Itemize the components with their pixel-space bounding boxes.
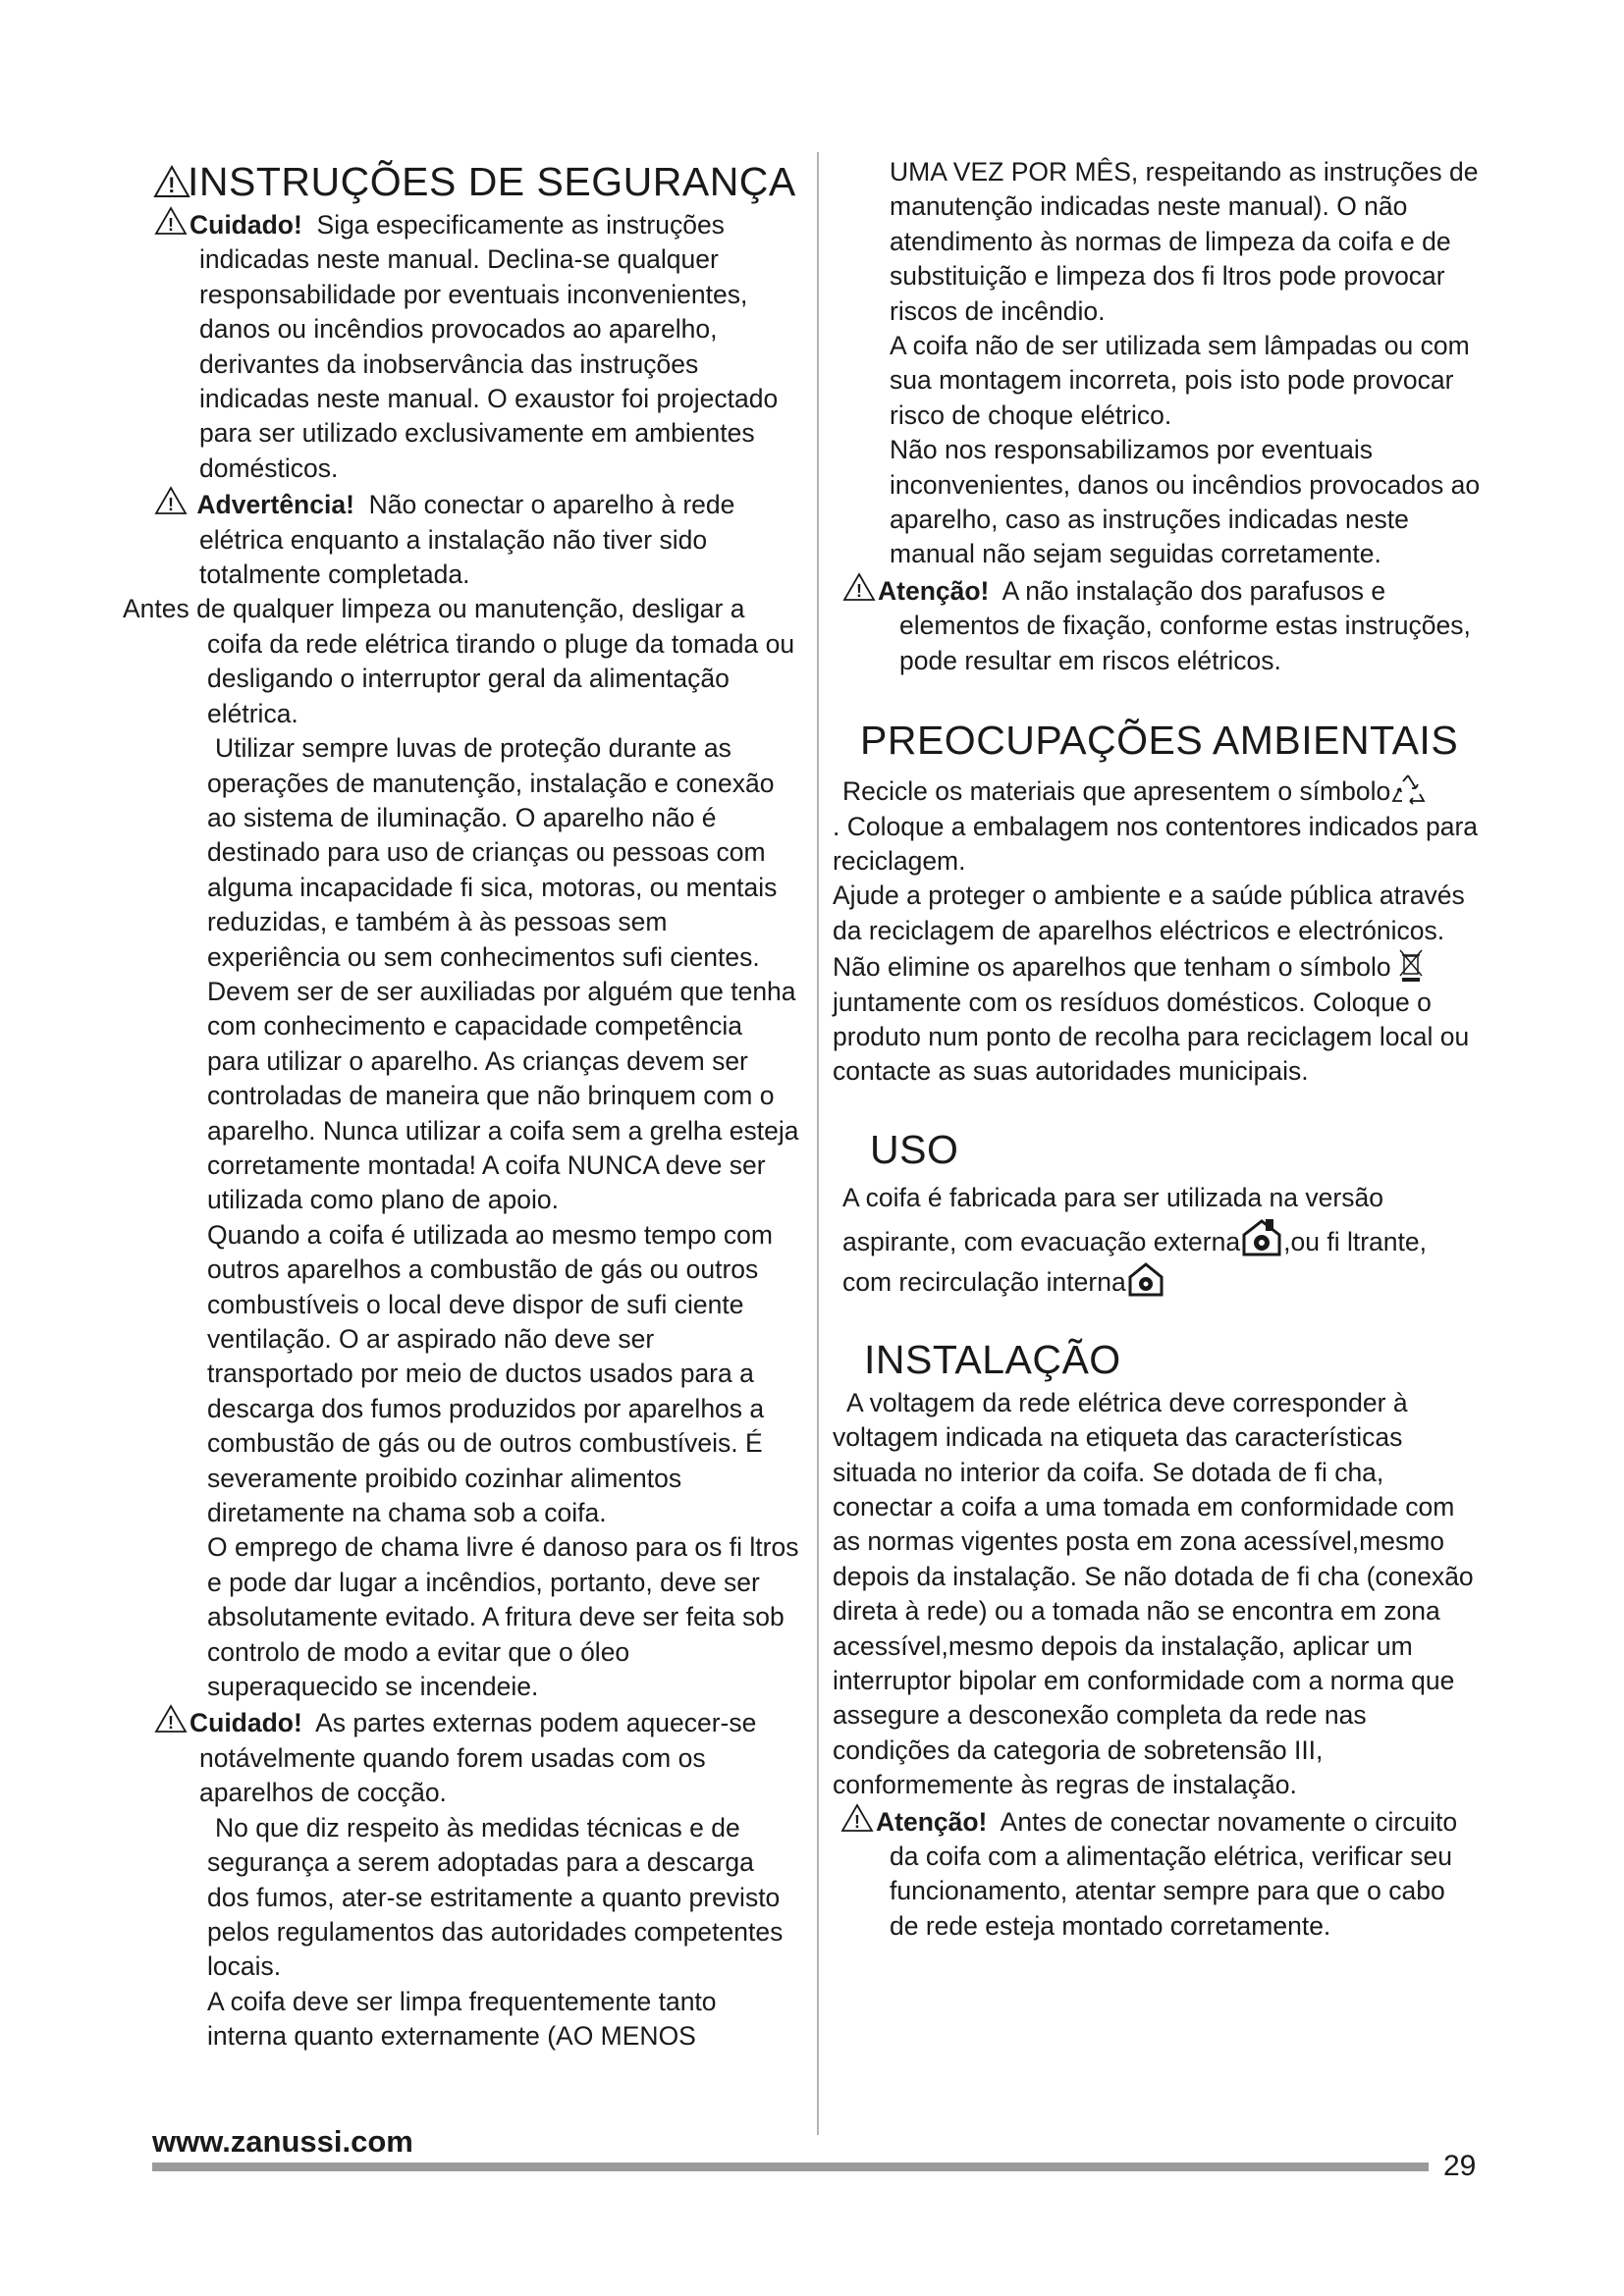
maintenance-text: UMA VEZ POR MÊS, respeitando as instruções de manutenção indicadas neste manual). O não atendimento às normas de limpeza da coifa e de substituição e limpeza dos fi ltros pode provocar riscos de incêndio. [890,157,1479,326]
clean-frequency-paragraph [162,1985,800,2055]
lamps-paragraph [833,329,1481,433]
combustion-paragraph [162,1218,800,1531]
recycle-symbol-icon [1390,773,1426,806]
combustion-text: Quando a coifa é utilizada ao mesmo tempo com outros aparelhos a combustão de gás ou outros combustíveis o local deve dispor de sufi ciente ventilação. O ar aspirado não deve ser transportado por meio de ductos usados para a descarga dos fumos produzidos por aparelhos a combustão de gás ou de outros combustíveis. É severamente proibido cozinhar alimentos diretamente na chama sob a coifa. [207,1219,773,1528]
weee-text-b: juntamente com os resíduos domésticos. Coloque o produto num ponto de recolha para reciclagem local ou contacte as suas autoridades municipais. [833,987,1470,1087]
recycle-text-a: Recicle os materiais que apresentem o símbolo [842,776,1391,807]
lamps-text: A coifa não de ser utilizada sem lâmpadas ou com sua montagem incorreta, pois isto pode provocar risco de choque elétrico. [890,331,1470,430]
external-exhaust-house-icon [1240,1217,1283,1256]
cleaning-text: Antes de qualquer limpeza ou manutenção, desligar a coifa da rede elétrica tirando o pluge da tomada ou desligando o interruptor geral da alimentação elétrica. [123,594,795,728]
right-column [833,155,1481,1944]
attention-text: Antes de conectar novamente o circuito da coifa com a alimentação elétrica, verificar seu funcionamento, atentar sempre para que o cabo de rede esteja montado corretamente. [890,1806,1458,1941]
warning-text: Não conectar o aparelho à rede elétrica enquanto a instalação não tiver sido totalmente completada. [199,490,735,590]
footer-rule [152,2163,1429,2171]
svg-text:!: ! [168,1713,174,1734]
weee-text-a: Ajude a proteger o ambiente e a saúde pública através da reciclagem de aparelhos eléctricos e electrónicos. Não elimine os aparelhos que tenham o símbolo [833,881,1465,983]
warning-triangle-icon [154,486,188,515]
recirculation-house-icon [1126,1261,1165,1297]
measures-paragraph [162,1811,800,1985]
installation-section-title: INSTALAÇÃO [864,1336,1121,1382]
warning-keyword: Advertência! [196,490,354,520]
safety-section-title [152,157,800,206]
environment-paragraph-2 [833,879,1481,1089]
use-section-title: USO [870,1126,959,1172]
environment-paragraph-1b [833,810,1481,880]
flame-paragraph [162,1530,800,1704]
use-paragraph: A coifa é fabricada para ser utilizada na versão aspirante, com evacuação externa ,ou fi ltrante, com recirculação interna [842,1182,1427,1297]
caution-paragraph-1 [154,206,800,486]
svg-text:!: ! [856,580,862,601]
warning-triangle-icon [842,572,876,602]
page-number: 29 [1443,2150,1477,2182]
maintenance-continuation [833,155,1481,329]
caution-paragraph-2 [154,1704,800,1810]
column-divider [817,152,819,2135]
svg-text:!: ! [168,495,174,515]
crossed-bin-icon [1398,948,1424,982]
installation-paragraph [833,1386,1481,1803]
warning-triangle-icon [840,1803,874,1833]
warning-triangle-icon [152,164,191,199]
recycle-text-b: . Coloque a embalagem nos contentores indicados para reciclagem. [833,811,1479,876]
installation-text: A voltagem da rede elétrica deve corresponder à voltagem indicada na etiqueta das características situada no interior da coifa. Se dotada de fi cha, conectar a coifa a uma tomada em conformidade com as normas vigentes posta em zona acessível,mesmo depois da instalação. Se não dotada de fi cha (conexão direta à rede) ou a tomada não se encontra em zona acessível,mesmo depois da instalação, aplicar um interruptor bipolar em conformidade com a norma que assegure a desconexão completa da rede nas condições da categoria de sobretensão III, conformemente às regras de instalação. [833,1387,1474,1800]
responsibility-text: Não nos responsabilizamos por eventuais inconvenientes, danos ou incêndios provocados ao aparelho, caso as instruções indicadas neste manual não sejam seguidas corretamente. [890,435,1481,569]
caution-text: Siga especificamente as instruções indicadas neste manual. Declina-se qualquer responsabilidade por eventuais inconvenientes, danos ou incêndios provocados ao aparelho, derivantes da inobservância das instruções indicadas neste manual. O exaustor foi projectado para ser utilizado exclusivamente em ambientes domésticos. [199,210,779,483]
use-text-b: fi ltrante, com recirculação interna [842,1226,1427,1297]
clean-frequency-text: A coifa deve ser limpa frequentemente tanto interna quanto externamente (AO MENOS [207,1986,717,2052]
left-column [123,157,800,2055]
svg-text:!: ! [168,215,174,235]
use-or: ou [1290,1226,1320,1256]
attention-keyword: Atenção! [878,575,990,606]
svg-text:!: ! [854,1811,860,1832]
flame-text: O emprego de chama livre é danoso para os fi ltros e pode dar lugar a incêndios, portanto, deve ser absolutamente evitado. A fritura deve ser feita sob controlo de modo a evitar que o óleo superaquecido se incendeie. [207,1532,799,1702]
safety-title-text: INSTRUÇÕES DE SEGURANÇA [188,159,796,204]
caution-keyword: Cuidado! [189,210,302,240]
footer-website-link[interactable]: www.zanussi.com [152,2124,413,2159]
gloves-paragraph [162,731,800,1218]
attention-paragraph-2 [833,1803,1481,1945]
use-text-a: A coifa é fabricada para ser utilizada na versão aspirante, com evacuação externa [842,1182,1383,1256]
attention-paragraph-1 [842,572,1481,678]
warning-paragraph [154,486,800,592]
responsibility-paragraph [833,433,1481,572]
gloves-text: Utilizar sempre luvas de proteção durante as operações de manutenção, instalação e conexão ao sistema de iluminação. O aparelho não é destinado para uso de crianças ou pessoas com alguma incapacidade fi sica, motoras, ou mentais reduzidas, e também à às pessoas sem experiência ou sem conhecimentos sufi cientes. Devem ser de ser auxiliadas por alguém que tenha com conhecimento e capacidade competência para utilizar o aparelho. As crianças devem ser controladas de maneira que não brinquem com o aparelho. Nunca utilizar a coifa sem a grelha esteja corretamente montada! A coifa NUNCA deve ser utilizada como plano de apoio. [207,733,799,1215]
warning-triangle-icon [154,1704,188,1734]
environment-paragraph-1 [833,773,1481,809]
svg-text:!: ! [168,173,176,197]
attention-keyword: Atenção! [876,1806,988,1837]
attention-text: A não instalação dos parafusos e elementos de fixação, conforme estas instruções, pode resultar em riscos elétricos. [899,575,1471,675]
warning-triangle-icon [154,206,188,236]
measures-text: No que diz respeito às medidas técnicas e de segurança a serem adoptadas para a descarga dos fumos, ater-se estritamente a quanto previsto pelos regulamentos das autoridades competentes locais. [207,1812,784,1982]
environment-section-title: PREOCUPAÇÕES AMBIENTAIS [860,718,1459,764]
caution-text: As partes externas podem aquecer-se notávelmente quando forem usadas com os aparelhos de cocção. [199,1708,757,1808]
cleaning-paragraph [123,592,800,731]
caution-keyword: Cuidado! [189,1708,302,1738]
